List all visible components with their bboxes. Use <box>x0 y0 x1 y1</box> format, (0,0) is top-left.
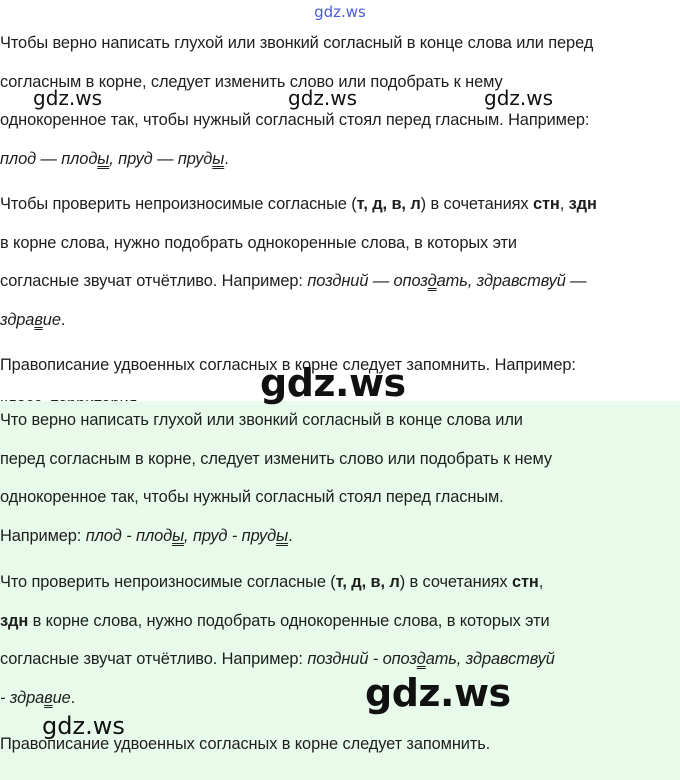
text-fragment: , <box>559 195 569 213</box>
example-line <box>0 140 680 179</box>
watermark: gdz.ws <box>42 712 125 740</box>
double-underlined-letter: д <box>416 650 426 668</box>
text-line: однокоренное так, чтобы нужный согласный стоял перед гласным. Например: <box>0 111 590 129</box>
text-line: Что верно написать глухой или звонкий согласный в конце слова или <box>0 411 523 429</box>
text-fragment: согласные звучат отчётливо. Например: <box>0 272 308 290</box>
text-fragment: , <box>538 573 544 591</box>
example-text: , пруд - пруд <box>184 526 277 545</box>
text-block-original <box>0 24 680 423</box>
paragraph-silent-consonants-answer <box>0 563 680 717</box>
text-fragment: ) в сочетаниях <box>399 573 512 591</box>
paragraph-silent-consonants <box>0 185 680 339</box>
watermark: gdz.ws <box>33 86 103 110</box>
example-text: ие <box>42 310 61 329</box>
period: . <box>70 688 76 707</box>
text-line <box>0 679 680 718</box>
example-text: ать, здравствуй — <box>436 272 587 290</box>
double-underlined-letter: ы <box>97 149 110 168</box>
text-fragment: Что проверить непроизносимые согласные ( <box>0 573 336 591</box>
text-line <box>0 563 680 602</box>
text-line: Правописание удвоенных согласных в корне следует запомнить. <box>0 735 491 753</box>
example-text: поздний - опоз <box>307 650 417 668</box>
text-line <box>0 185 680 224</box>
text-line: согласным в корне, следует изменить слово или подобрать к нему <box>0 72 503 91</box>
example-text: ать, здравствуй <box>425 650 555 668</box>
period: . <box>288 526 293 545</box>
period: . <box>224 149 229 168</box>
watermark-top: gdz.ws <box>314 3 366 21</box>
bold-combination: здн <box>0 611 29 630</box>
text-line <box>0 517 680 556</box>
paragraph-voiced-consonants-answer <box>0 401 680 555</box>
period: . <box>60 310 66 329</box>
example-text: - здра <box>0 688 45 707</box>
text-fragment: согласные звучат отчётливо. Например: <box>0 650 308 668</box>
example-text: пруд — пруд <box>118 149 213 168</box>
watermark: gdz.ws <box>288 86 358 110</box>
text-line <box>0 262 680 301</box>
example-text: поздний — опоз <box>307 272 428 290</box>
text-line: Правописание удвоенных согласных в корне следует запомнить. Например: <box>0 356 576 374</box>
text-line: перед согласным в корне, следует изменить слово или подобрать к нему <box>0 449 552 468</box>
watermark-large: gdz.ws <box>260 361 406 405</box>
text-line <box>0 602 680 641</box>
text-block-answer <box>0 401 680 780</box>
text-line <box>0 301 680 340</box>
bold-combination: стн <box>511 573 539 591</box>
example-text: плод - плод <box>85 526 173 545</box>
watermark-large: gdz.ws <box>365 671 511 715</box>
text-fragment: Чтобы проверить непроизносимые согласные ( <box>0 195 357 213</box>
example-text: ие <box>52 688 71 707</box>
separator: , <box>109 149 119 168</box>
double-underlined-letter: в <box>34 310 43 329</box>
example-text: плод — плод <box>0 149 98 168</box>
double-underlined-letter: ы <box>276 526 289 545</box>
paragraph-double-consonants-answer <box>0 725 680 764</box>
text-fragment: Например: <box>0 526 86 545</box>
text-fragment: ) в сочетаниях <box>420 195 533 213</box>
paragraph-voiced-consonants <box>0 24 680 178</box>
double-underlined-letter: ы <box>172 526 185 545</box>
watermark: gdz.ws <box>484 86 554 110</box>
text-line <box>0 640 680 679</box>
bold-combination: здн <box>568 195 597 213</box>
example-text: здра <box>0 310 35 329</box>
text-line: однокоренное так, чтобы нужный согласный стоял перед гласным. <box>0 488 504 506</box>
double-underlined-letter: д <box>427 272 437 290</box>
text-line: в корне слова, нужно подобрать однокоренные слова, в которых эти <box>0 233 517 252</box>
double-underlined-letter: в <box>44 688 53 707</box>
bold-combination: стн <box>532 195 560 213</box>
double-underlined-letter: ы <box>212 149 225 168</box>
text-line: Чтобы верно написать глухой или звонкий согласный в конце слова или перед <box>0 34 594 52</box>
bold-letters: т, д, в, л <box>356 195 421 213</box>
text-fragment: в корне слова, нужно подобрать однокоренные слова, в которых эти <box>28 611 550 630</box>
bold-letters: т, д, в, л <box>335 573 400 591</box>
